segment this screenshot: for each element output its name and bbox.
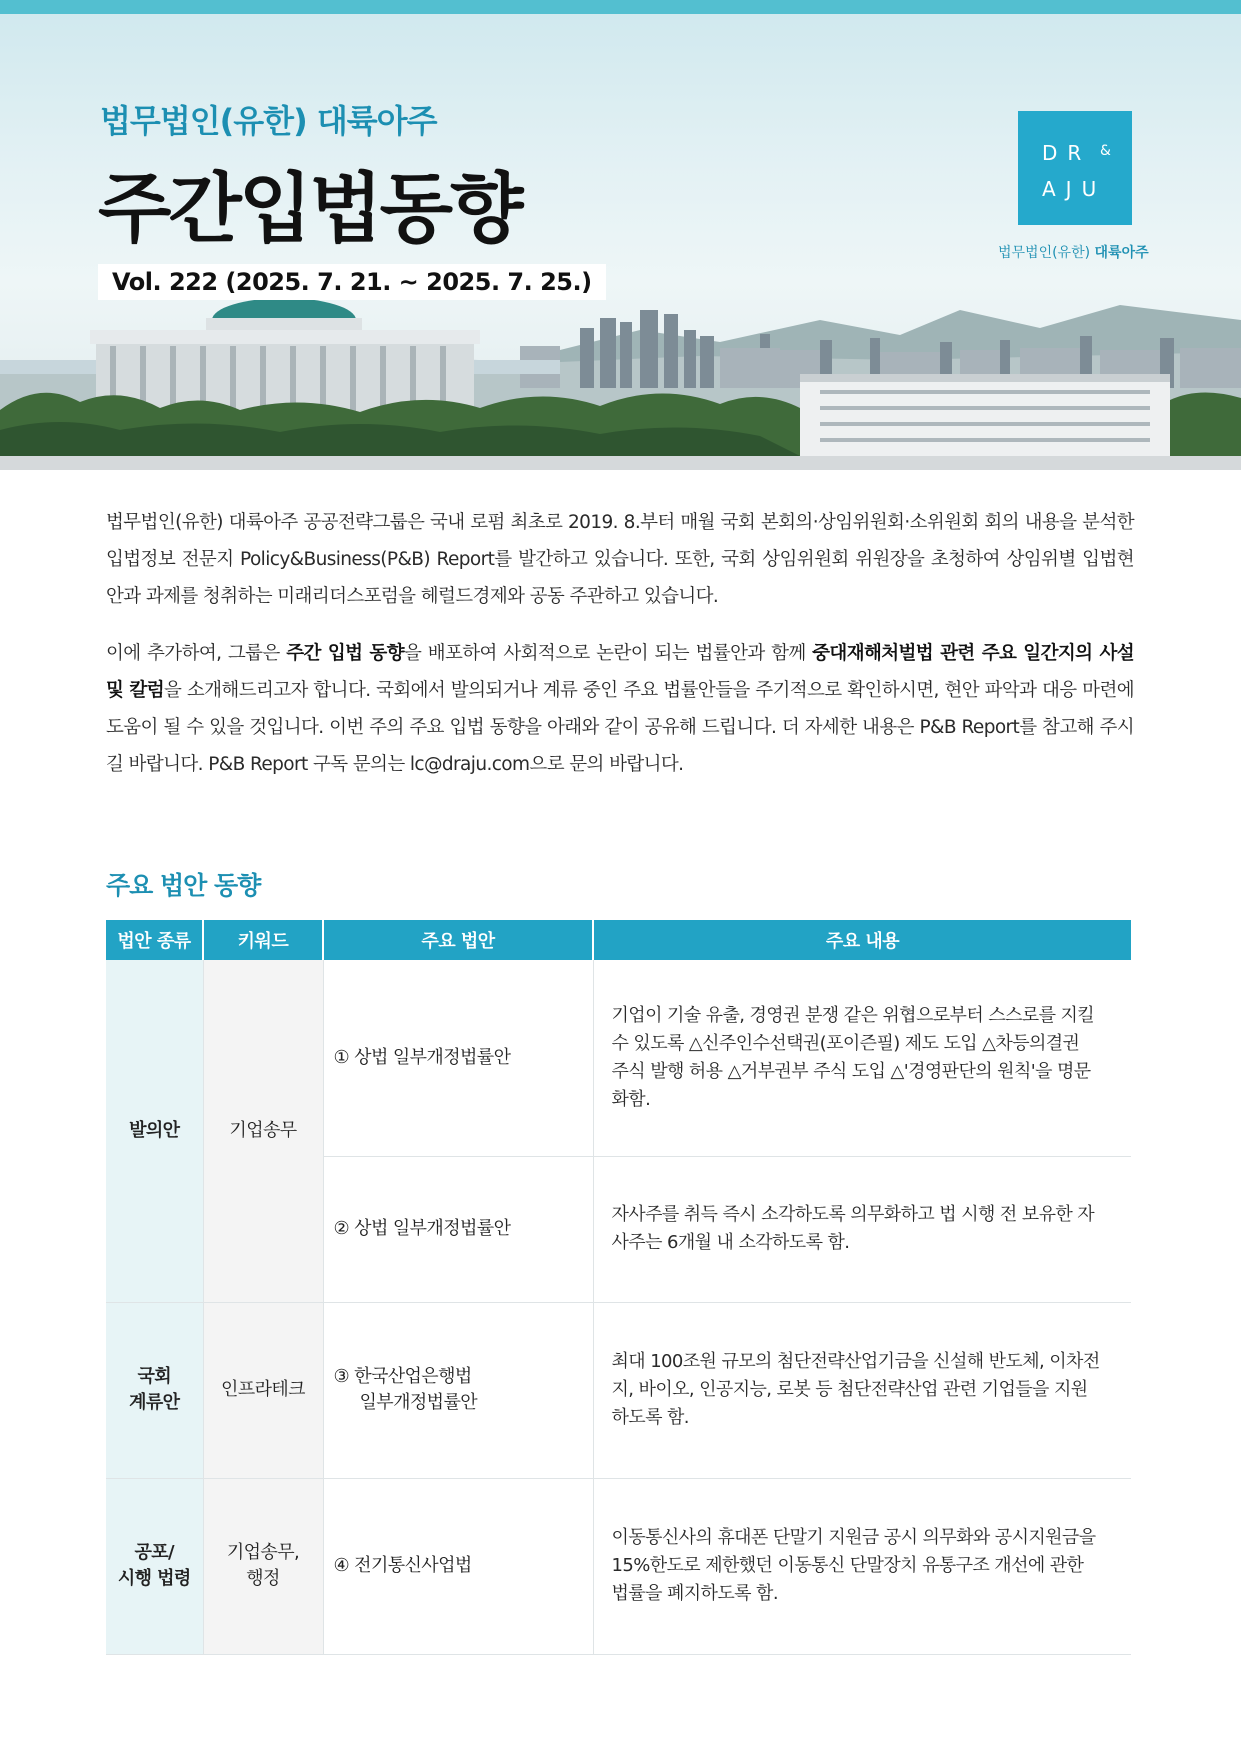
intro-p2-text-c: 을 배포하여 사회적으로 논란이 되는 법률안과 함께 [403, 643, 813, 664]
bill-type-line1: 공포/ [134, 1542, 175, 1563]
keyword-cell: 기업송무 [203, 960, 323, 1302]
bill-name-cell: ② 상법 일부개정법률안 [323, 1156, 593, 1302]
intro-p2-bold-2: 중대재해처벌법 관련 주요 일간지의 사설 및 칼럼 [106, 643, 1134, 701]
bill-type-cell [106, 1302, 203, 1478]
bill-desc-cell: 자사주를 취득 즉시 소각하도록 의무화하고 법 시행 전 보유한 자사주는 6개월 내 소각하도록 함. [593, 1156, 1131, 1302]
header-keyword: 키워드 [203, 920, 323, 960]
top-accent-strip [0, 0, 1241, 14]
intro-paragraph-1: 법무법인(유한) 대륙아주 공공전략그룹은 국내 로펌 최초로 2019. 8.부터 매월 국회 본회의·상임위원회·소위원회 회의 내용을 분석한 입법정보 전문지 Policy&Business(P&B) Report를 발간하고 있습니다. 또한, 국회 상임위원회 위원장을 초청하여 상임위별 입법현안과 과제를 청취하는 미래리더스포럼을 헤럴드경제와 공동 주관하고 있습니다. [106, 512, 1134, 607]
bill-name-line1: ③ 한국산업은행법 [333, 1366, 472, 1387]
bill-type-line1: 국회 [137, 1366, 172, 1387]
bill-desc-cell: 최대 100조원 규모의 첨단전략산업기금을 신설해 반도체, 이차전지, 바이오, 인공지능, 로봇 등 첨단전략산업 관련 기업들을 지원하도록 함. [593, 1302, 1131, 1478]
section-title: 주요 법안 동향 [106, 871, 261, 900]
logo-ampersand: & [1100, 143, 1111, 159]
header-main-content: 주요 내용 [593, 920, 1131, 960]
keyword-cell [203, 1478, 323, 1654]
logo-subtitle [998, 242, 1149, 262]
bill-type-cell [106, 1478, 203, 1654]
bill-name-line2: 일부개정법률안 [359, 1392, 478, 1413]
bill-desc-cell: 이동통신사의 휴대폰 단말기 지원금 공시 의무화와 공시지원금을 15%한도로 제한했던 이동통신 단말장치 유통구조 개선에 관한 법률을 폐지하도록 함. [593, 1478, 1131, 1654]
table-row [106, 1478, 1131, 1654]
table-row [106, 1302, 1131, 1478]
intro-p2-text-a: 이에 추가하여, 그룹은 [106, 643, 287, 664]
header-bill-type: 법안 종류 [106, 920, 203, 960]
bill-name-cell [323, 1302, 593, 1478]
bill-trends-table [106, 920, 1131, 1655]
bill-type-cell: 발의안 [106, 960, 203, 1302]
intro-p2-text-d: 을 소개해드리고자 합니다. 국회에서 발의되거나 계류 중인 주요 법률안들을 주기적으로 확인하시면, 현안 파악과 대응 마련에 도움이 될 수 있을 것입니다. 이번 주의 주요 입법 동향을 아래와 같이 공유해 드립니다. 더 자세한 내용은 P&B Report를 참고해 주시길 바랍니다. P&B Report 구독 문의는 lc@draju.com으로 문의 바랍니다. [106, 680, 1134, 775]
volume-label: Vol. 222 (2025. 7. 21. ~ 2025. 7. 25.) [98, 264, 606, 300]
keyword-line1: 기업송무, [226, 1542, 300, 1563]
intro-section [106, 504, 1134, 803]
bill-desc-cell: 기업이 기술 유출, 경영권 분쟁 같은 위협으로부터 스스로를 지킬 수 있도록 △신주인수선택권(포이즌필) 제도 도입 △차등의결권 주식 발행 허용 △거부권부 주식 도입 △'경영판단의 원칙'을 명문화함. [593, 960, 1131, 1156]
firm-name: 법무법인(유한) 대륙아주 [100, 102, 437, 140]
table-row [106, 960, 1131, 1156]
logo-subtitle-prefix: 법무법인(유한) [998, 245, 1091, 261]
header-bottom-strip [0, 456, 1241, 470]
draju-logo [1018, 111, 1132, 225]
bill-type-line2: 시행 법령 [117, 1568, 191, 1589]
bill-name-cell: ① 상법 일부개정법률안 [323, 960, 593, 1156]
header-banner [0, 0, 1241, 470]
keyword-cell: 인프라테크 [203, 1302, 323, 1478]
page-title: 주간입법동향 [98, 164, 521, 253]
bill-name-cell: ④ 전기통신사업법 [323, 1478, 593, 1654]
logo-subtitle-name: 대륙아주 [1094, 245, 1149, 261]
header-main-bill: 주요 법안 [323, 920, 593, 960]
intro-paragraph-2 [106, 635, 1134, 783]
logo-text-line1: DR [1042, 141, 1092, 165]
bill-type-line2: 계류안 [129, 1392, 180, 1413]
national-assembly-skyline-image [0, 290, 1241, 456]
table-header-row [106, 920, 1131, 960]
logo-text-line2: AJU [1042, 177, 1107, 201]
keyword-line2: 행정 [246, 1568, 280, 1589]
intro-p2-bold-1: 주간 입법 동향 [286, 643, 404, 664]
